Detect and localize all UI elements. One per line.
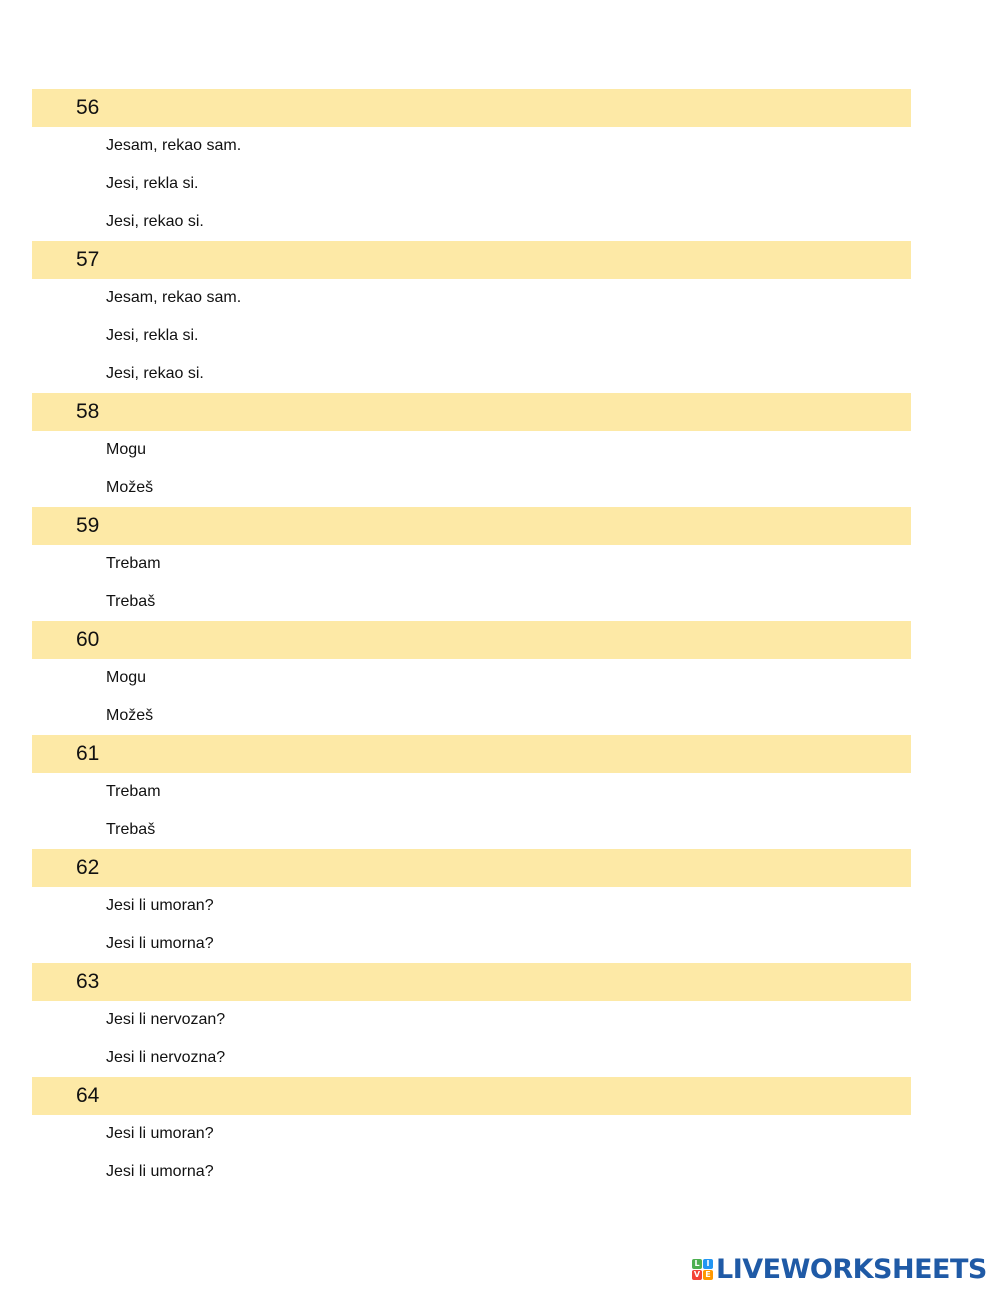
answer-option-label[interactable]: Jesi, rekao si. bbox=[106, 213, 204, 230]
answer-option-label[interactable]: Jesi, rekao si. bbox=[106, 365, 204, 382]
logo-cell-i: I bbox=[703, 1259, 713, 1269]
answer-option[interactable] bbox=[32, 469, 911, 507]
answer-option[interactable] bbox=[32, 431, 911, 469]
answer-option[interactable] bbox=[32, 127, 911, 165]
answer-option-label[interactable]: Jesi li umoran? bbox=[106, 1125, 214, 1142]
question-number: 64 bbox=[76, 1084, 100, 1107]
question-header bbox=[32, 621, 911, 659]
answer-option-label[interactable]: Jesam, rekao sam. bbox=[106, 289, 242, 306]
answer-option[interactable] bbox=[32, 165, 911, 203]
question-number: 60 bbox=[76, 628, 100, 651]
question-number: 63 bbox=[76, 970, 100, 993]
answer-option-label[interactable]: Mogu bbox=[106, 669, 147, 686]
answer-option[interactable] bbox=[32, 583, 911, 621]
answer-option-label[interactable]: Trebaš bbox=[106, 821, 156, 838]
answer-option[interactable] bbox=[32, 279, 911, 317]
question-header bbox=[32, 89, 911, 127]
answer-option[interactable] bbox=[32, 1153, 911, 1191]
logo-cell-l: L bbox=[692, 1259, 702, 1269]
question-number: 61 bbox=[76, 742, 100, 765]
answer-option-label[interactable]: Jesi li nervozan? bbox=[106, 1011, 226, 1028]
answer-option-label[interactable]: Jesi, rekla si. bbox=[106, 327, 199, 344]
answer-option[interactable] bbox=[32, 1001, 911, 1039]
question-header bbox=[32, 735, 911, 773]
question-header bbox=[32, 507, 911, 545]
question-number: 57 bbox=[76, 248, 100, 271]
answer-option-label[interactable]: Trebam bbox=[106, 783, 161, 800]
answer-option[interactable] bbox=[32, 1039, 911, 1077]
question-header bbox=[32, 1077, 911, 1115]
question-header bbox=[32, 849, 911, 887]
liveworksheets-logo bbox=[692, 1253, 987, 1285]
answer-option-label[interactable]: Mogu bbox=[106, 441, 147, 458]
answer-option-label[interactable]: Trebam bbox=[106, 555, 161, 572]
question-header bbox=[32, 393, 911, 431]
answer-option[interactable] bbox=[32, 545, 911, 583]
question-header bbox=[32, 241, 911, 279]
question-number: 56 bbox=[76, 96, 100, 119]
worksheet bbox=[32, 89, 911, 1191]
question-number: 59 bbox=[76, 514, 100, 537]
question-number: 58 bbox=[76, 400, 100, 423]
answer-option-label[interactable]: Trebaš bbox=[106, 593, 156, 610]
question-header bbox=[32, 963, 911, 1001]
answer-option-label[interactable]: Jesi li nervozna? bbox=[106, 1049, 226, 1066]
answer-option-label[interactable]: Jesi li umorna? bbox=[106, 935, 214, 952]
answer-option-label[interactable]: Jesi li umoran? bbox=[106, 897, 214, 914]
answer-option[interactable] bbox=[32, 1115, 911, 1153]
answer-option[interactable] bbox=[32, 925, 911, 963]
answer-option[interactable] bbox=[32, 887, 911, 925]
answer-option-label[interactable]: Možeš bbox=[106, 707, 154, 724]
answer-option[interactable] bbox=[32, 355, 911, 393]
liveworksheets-logo-icon bbox=[692, 1259, 713, 1280]
answer-option-label[interactable]: Jesi li umorna? bbox=[106, 1163, 214, 1180]
answer-option[interactable] bbox=[32, 773, 911, 811]
logo-cell-v: V bbox=[693, 1269, 701, 1279]
answer-option-label[interactable]: Jesam, rekao sam. bbox=[106, 137, 242, 154]
answer-option[interactable] bbox=[32, 697, 911, 735]
answer-option[interactable] bbox=[32, 659, 911, 697]
brand-name: LIVEWORKSHEETS bbox=[716, 1253, 987, 1285]
question-number: 62 bbox=[76, 856, 100, 879]
answer-option[interactable] bbox=[32, 317, 911, 355]
answer-option-label[interactable]: Možeš bbox=[106, 479, 154, 496]
answer-option-label[interactable]: Jesi, rekla si. bbox=[106, 175, 199, 192]
logo-cell-e: E bbox=[703, 1270, 713, 1280]
answer-option[interactable] bbox=[32, 811, 911, 849]
answer-option[interactable] bbox=[32, 203, 911, 241]
